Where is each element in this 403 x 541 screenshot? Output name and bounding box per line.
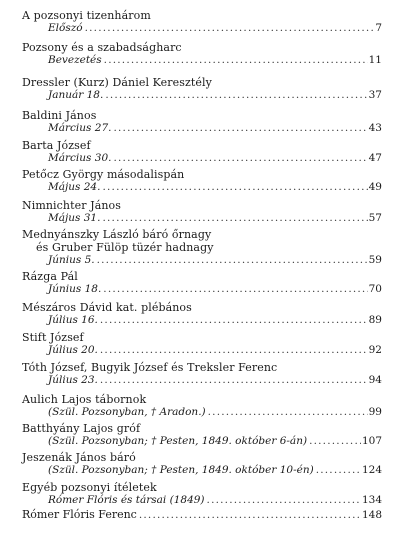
toc-entry-detail — [48, 89, 382, 102]
toc-entry-detail — [48, 344, 382, 357]
leader-dots — [100, 314, 368, 327]
toc-entry-title: Pozsony és a szabadságharc — [22, 41, 182, 54]
toc-entry — [22, 109, 382, 135]
leader-dots — [103, 283, 367, 296]
toc-entry — [22, 199, 382, 225]
toc-entry-title: Tóth József, Bugyik József és Treksler Ferenc — [22, 361, 278, 374]
toc-entry-detail — [48, 406, 382, 419]
toc-entry — [22, 228, 382, 267]
toc-entry-title: Rázga Pál — [22, 270, 78, 283]
toc-entry-detail — [48, 283, 382, 296]
toc-entry-title: Barta József — [22, 139, 91, 152]
toc-entry-subtitle: Július 20. — [48, 344, 98, 356]
toc-entry — [22, 168, 382, 194]
leader-dots — [97, 254, 368, 267]
toc-entry-subtitle: Július 23. — [48, 374, 98, 386]
toc-entry-subtitle: Július 16. — [48, 314, 98, 326]
toc-entry-detail — [48, 435, 382, 448]
leader-dots — [316, 464, 361, 477]
toc-entry-detail — [48, 54, 382, 67]
toc-entry-detail — [48, 122, 382, 135]
toc-entry — [22, 76, 382, 102]
toc-entry — [22, 361, 382, 387]
toc-entry-detail — [48, 22, 382, 35]
toc-entry-subtitle: Március 30. — [48, 152, 112, 164]
toc-entry — [22, 41, 382, 67]
toc-entry-title-continued: és Gruber Fülöp tüzér hadnagy — [36, 241, 214, 254]
toc-entry-title: Petőcz György másodalispán — [22, 168, 185, 181]
toc-entry-subtitle: Bevezetés — [48, 54, 102, 66]
toc-entry-detail — [48, 374, 382, 387]
toc-entry-title: Jeszenák János báró — [22, 451, 136, 464]
page-number: 11 — [368, 54, 382, 66]
toc-entry-subtitle: Március 27. — [48, 122, 112, 134]
leader-dots — [105, 89, 367, 102]
toc-entry-title: Dressler (Kurz) Dániel Keresztély — [22, 76, 212, 89]
toc-entry-subtitle: Január 18. — [48, 89, 104, 101]
leader-dots — [104, 54, 368, 67]
page-number: 47 — [368, 152, 382, 164]
toc-entry-detail — [22, 508, 382, 521]
toc-entry-title: Baldini János — [22, 109, 97, 122]
leader-dots — [208, 406, 368, 419]
toc-entry-title: Batthyány Lajos gróf — [22, 422, 141, 435]
toc-entry-detail — [48, 254, 382, 267]
toc-entry — [22, 508, 382, 521]
leader-dots — [113, 122, 367, 135]
toc-entry — [22, 139, 382, 165]
toc-entry-detail — [48, 464, 382, 477]
page-number: 124 — [361, 464, 382, 476]
leader-dots — [139, 509, 361, 522]
toc-entry-subtitle: (Szül. Pozsonyban, † Aradon.) — [48, 406, 206, 418]
page-number: 148 — [361, 509, 382, 521]
page-number: 59 — [368, 254, 382, 266]
toc-entry-title: Rómer Flóris Ferenc — [22, 508, 137, 521]
leader-dots — [85, 22, 375, 35]
leader-dots — [309, 435, 361, 448]
page-number: 89 — [368, 314, 382, 326]
page-number: 43 — [368, 122, 382, 134]
toc-entry-title: Nimnichter János — [22, 199, 122, 212]
toc-entry-title: Stift József — [22, 331, 84, 344]
toc-entry-detail — [48, 314, 382, 327]
page-number: 37 — [368, 89, 382, 101]
page-number: 70 — [368, 283, 382, 295]
leader-dots — [113, 152, 367, 165]
page-number: 107 — [361, 435, 382, 447]
toc-entry-subtitle: Június 5. — [48, 254, 95, 266]
toc-entry-detail — [48, 494, 382, 507]
page-number: 57 — [368, 212, 382, 224]
toc-entry-title: Aulich Lajos tábornok — [22, 393, 147, 406]
leader-dots — [102, 212, 367, 225]
page-number: 92 — [368, 344, 382, 356]
toc-entry-subtitle: Rómer Flóris és társai (1849) — [48, 494, 205, 506]
toc-entry-title: A pozsonyi tizenhárom — [22, 9, 151, 22]
toc-entry — [22, 270, 382, 296]
toc-entry-detail — [48, 152, 382, 165]
page-number: 49 — [368, 181, 382, 193]
toc-entry-detail — [48, 181, 382, 194]
toc-entry — [22, 9, 382, 35]
page-number: 134 — [361, 494, 382, 506]
leader-dots — [100, 344, 368, 357]
toc-entry — [22, 393, 382, 419]
toc-entry-title: Egyéb pozsonyi ítéletek — [22, 481, 157, 494]
leader-dots — [102, 181, 367, 194]
toc-entry-title: Mednyánszky László báró őrnagy — [22, 228, 212, 241]
toc-entry — [22, 301, 382, 327]
toc-entry — [22, 481, 382, 507]
page-number: 99 — [368, 406, 382, 418]
toc-entry-title: Mészáros Dávid kat. plébános — [22, 301, 192, 314]
toc-entry-subtitle: Május 31. — [48, 212, 101, 224]
leader-dots — [100, 374, 368, 387]
toc-entry-subtitle: Június 18. — [48, 283, 102, 295]
toc-entry-subtitle: (Szül. Pozsonyban; † Pesten, 1849. október 10-én) — [48, 464, 314, 476]
toc-entry — [22, 451, 382, 477]
toc-entry-subtitle: Május 24. — [48, 181, 101, 193]
page-number: 7 — [375, 22, 382, 34]
toc-entry — [22, 331, 382, 357]
toc-entry — [22, 422, 382, 448]
toc-entry-detail — [48, 212, 382, 225]
page-number: 94 — [368, 374, 382, 386]
leader-dots — [207, 494, 361, 507]
toc-entry-subtitle: Előszó — [48, 22, 83, 34]
toc-entry-subtitle: (Szül. Pozsonyban; † Pesten, 1849. október 6-án) — [48, 435, 308, 447]
